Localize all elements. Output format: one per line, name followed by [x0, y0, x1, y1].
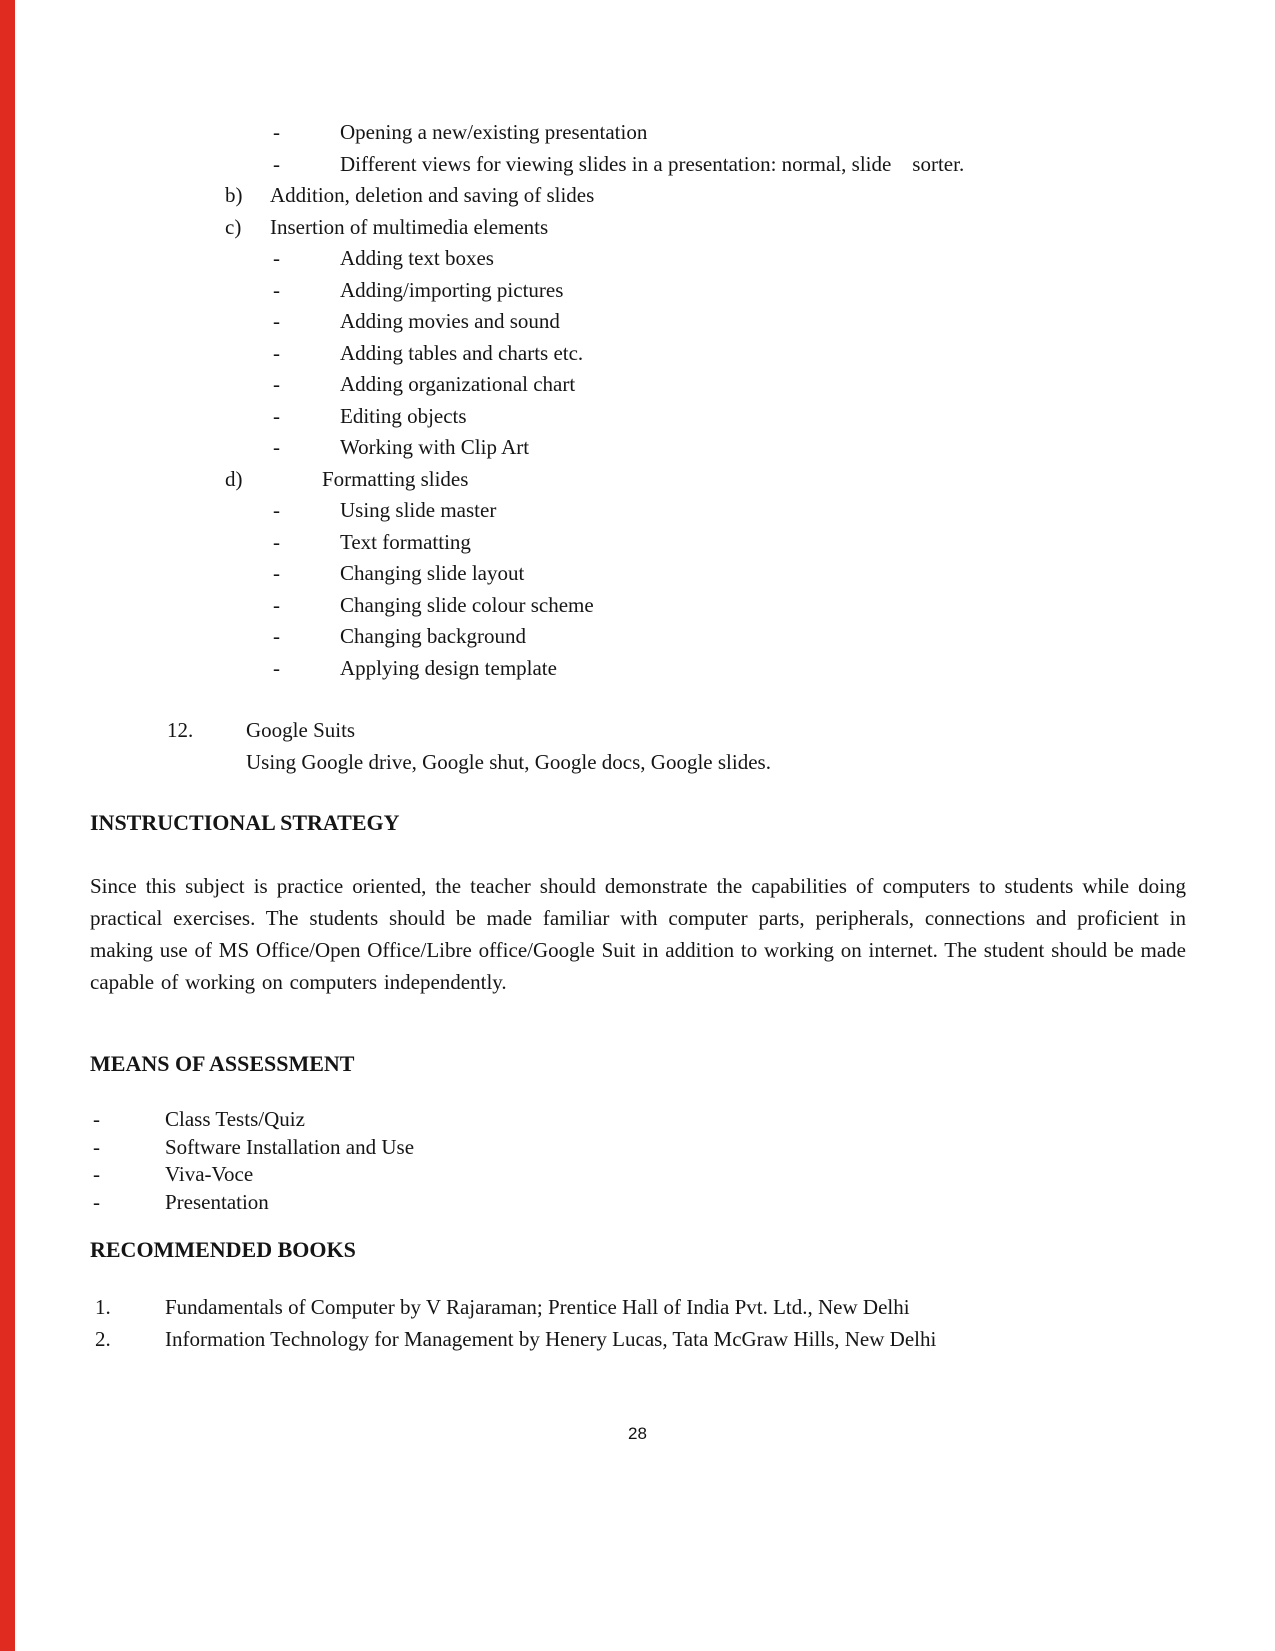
- outline-item: [90, 306, 1186, 338]
- section-heading-means-of-assessment: MEANS OF ASSESSMENT: [90, 1051, 355, 1076]
- outline-item: [90, 275, 1186, 307]
- item-text: Insertion of multimedia elements: [270, 214, 549, 239]
- outline-item: [90, 338, 1186, 370]
- item-text: Changing slide colour scheme: [340, 592, 594, 617]
- outline-item: [90, 243, 1186, 275]
- item-text: Changing slide layout: [340, 561, 525, 585]
- item-number: 2.: [95, 1327, 111, 1351]
- google-suits-section: [90, 715, 1186, 778]
- outline-item: [90, 621, 1186, 653]
- item-marker: -: [273, 561, 280, 585]
- outline-item: [90, 558, 1186, 590]
- outline-item: [90, 590, 1186, 622]
- item-text: Text formatting: [340, 529, 471, 554]
- google-suits-description: Using Google drive, Google shut, Google docs, Google slides.: [246, 749, 771, 774]
- outline-item: [90, 464, 1186, 496]
- item-text: Addition, deletion and saving of slides: [270, 183, 595, 207]
- item-text: Adding movies and sound: [340, 309, 560, 333]
- item-number: 12.: [167, 718, 194, 742]
- item-marker: -: [273, 624, 280, 648]
- item-marker: -: [273, 340, 280, 365]
- item-text: Working with Clip Art: [340, 435, 530, 459]
- presentation-outline-list: [90, 117, 1186, 684]
- item-marker: d): [225, 466, 243, 491]
- item-marker: -: [93, 1134, 100, 1159]
- outline-item: [90, 527, 1186, 559]
- item-marker: c): [225, 214, 242, 239]
- assessment-item: [90, 1106, 1186, 1134]
- item-text: Formatting slides: [322, 466, 469, 491]
- item-marker: -: [273, 277, 280, 302]
- item-marker: -: [273, 120, 280, 144]
- outline-item: [90, 432, 1186, 464]
- item-text: Adding tables and charts etc.: [340, 340, 584, 365]
- outline-item: [90, 149, 1186, 181]
- item-text: Different views for viewing slides in a presentation: normal, slide sorter.: [340, 151, 965, 176]
- item-marker: -: [93, 1162, 100, 1186]
- item-text: Software Installation and Use: [165, 1134, 415, 1159]
- item-marker: -: [93, 1189, 100, 1214]
- item-marker: -: [273, 592, 280, 617]
- books-list: [90, 1291, 1186, 1355]
- item-marker: -: [273, 246, 280, 270]
- item-text: Opening a new/existing presentation: [340, 120, 648, 144]
- assessment-list: [90, 1106, 1186, 1216]
- item-marker: -: [273, 403, 280, 428]
- outline-item: [90, 401, 1186, 433]
- item-text: Using slide master: [340, 498, 497, 522]
- outline-item: [90, 495, 1186, 527]
- item-text: Adding text boxes: [340, 246, 494, 270]
- item-marker: -: [273, 151, 280, 176]
- section-heading-instructional-strategy: INSTRUCTIONAL STRATEGY: [90, 810, 400, 835]
- outline-item: [90, 653, 1186, 685]
- item-text: Viva-Voce: [165, 1162, 254, 1186]
- page-number: 28: [628, 1424, 647, 1443]
- page-content: [90, 117, 1186, 1355]
- assessment-item: [90, 1161, 1186, 1189]
- assessment-item: [90, 1134, 1186, 1162]
- assessment-item: [90, 1189, 1186, 1217]
- item-marker: -: [273, 435, 280, 459]
- item-marker: -: [273, 655, 280, 680]
- item-text: Class Tests/Quiz: [165, 1107, 305, 1131]
- book-item: [90, 1323, 1186, 1355]
- item-text: Adding/importing pictures: [340, 277, 564, 302]
- book-title: Information Technology for Management by Henery Lucas, Tata McGraw Hills, New Delhi: [165, 1327, 937, 1351]
- item-text: Adding organizational chart: [340, 372, 576, 396]
- item-marker: -: [273, 498, 280, 522]
- google-suits-title: Google Suits: [246, 718, 356, 742]
- outline-item: [90, 369, 1186, 401]
- left-edge-red-strip: [0, 0, 15, 1651]
- item-marker: -: [93, 1107, 100, 1131]
- item-marker: b): [225, 183, 243, 207]
- outline-item: [90, 212, 1186, 244]
- item-number: 1.: [95, 1295, 111, 1319]
- instructional-strategy-paragraph: Since this subject is practice oriented, the teacher should demonstrate the capabilities of computers to students while doing practical exercises. The students should be made familiar with computer parts, peripherals, connections and proficient in making use of MS Office/Open Office/Libre office/Google Suit in addition to working on internet. The student should be made capable of working on computers independently.: [90, 874, 1186, 994]
- item-text: Editing objects: [340, 403, 467, 428]
- item-text: Applying design template: [340, 655, 557, 680]
- item-marker: -: [273, 372, 280, 396]
- item-marker: -: [273, 529, 280, 554]
- book-item: [90, 1291, 1186, 1323]
- section-heading-recommended-books: RECOMMENDED BOOKS: [90, 1237, 356, 1262]
- item-marker: -: [273, 309, 280, 333]
- outline-item: [90, 117, 1186, 149]
- google-suits-title-row: [90, 715, 1186, 747]
- book-title: Fundamentals of Computer by V Rajaraman; Prentice Hall of India Pvt. Ltd., New Delhi: [165, 1295, 910, 1319]
- outline-item: [90, 180, 1186, 212]
- item-text: Changing background: [340, 624, 527, 648]
- item-text: Presentation: [165, 1189, 269, 1214]
